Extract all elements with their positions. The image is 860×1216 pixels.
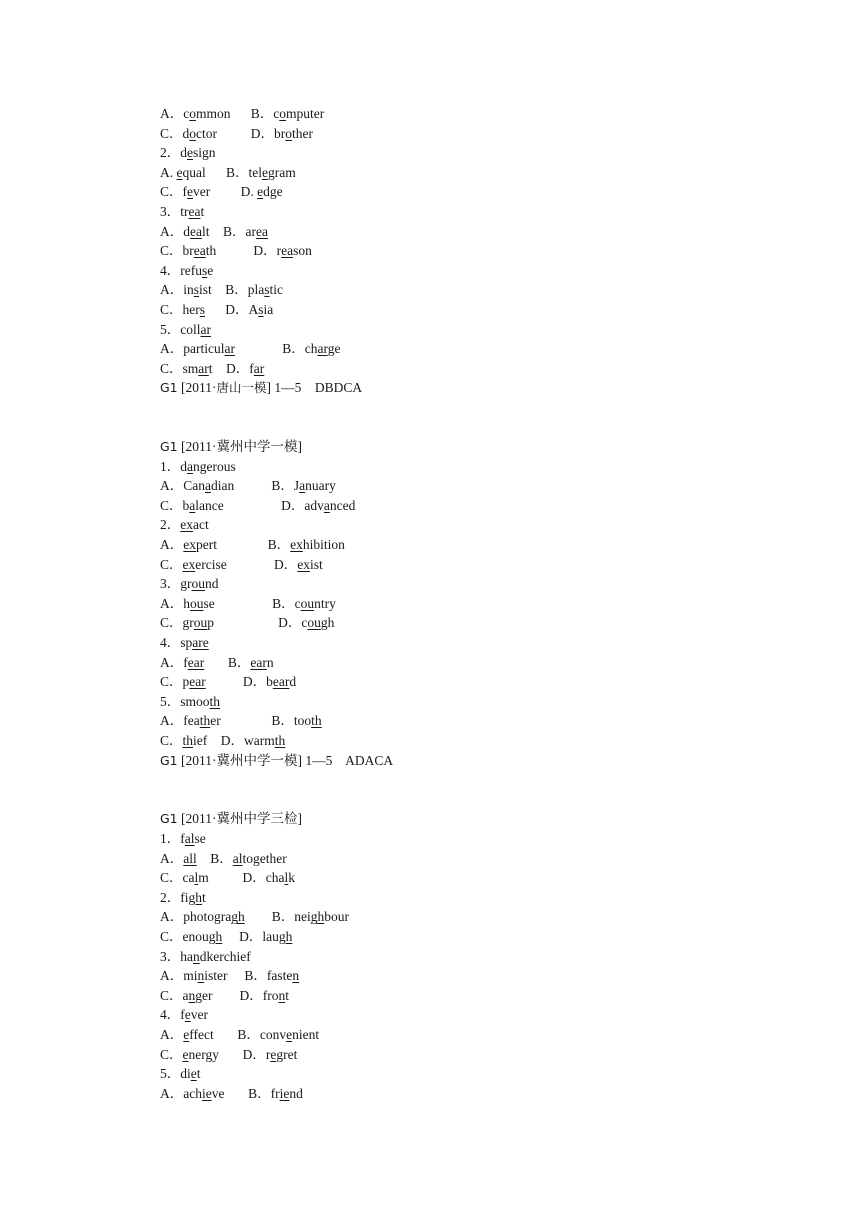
text-run: A． <box>160 850 184 866</box>
underlined-letters: o <box>285 125 293 141</box>
text-run: 3．gr <box>160 576 192 592</box>
underlined-letters: th <box>199 713 211 729</box>
text-run: 5．coll <box>160 321 201 337</box>
underlined-letters: ou <box>300 595 315 611</box>
text-run: 4．f <box>160 1007 185 1023</box>
text-line <box>160 437 760 457</box>
underlined-letters: ex <box>182 556 196 572</box>
text-line <box>160 124 760 144</box>
text-line <box>160 809 760 829</box>
document-body <box>160 104 760 1103</box>
text-line <box>160 594 760 614</box>
text-run: A．fea <box>160 713 200 729</box>
underlined-letters: o <box>279 106 287 121</box>
text-run: A． <box>160 537 184 553</box>
text-line <box>160 300 760 320</box>
text-line <box>160 692 760 712</box>
underlined-letters: ear <box>272 674 290 690</box>
text-run: A．f <box>160 654 188 670</box>
spacer <box>234 478 271 493</box>
spacer <box>231 106 251 121</box>
text-line <box>160 280 760 300</box>
text-run: 1．d <box>160 458 187 474</box>
spacer <box>217 537 268 552</box>
text-run: C．d <box>160 125 190 141</box>
text-run: er <box>210 713 221 729</box>
text-run: C．p <box>160 674 190 690</box>
text-line <box>160 829 760 849</box>
underlined-letters: l <box>284 870 289 886</box>
underlined-letters: ear <box>187 654 205 670</box>
text-line <box>160 947 760 967</box>
text-run: ercise <box>195 556 227 572</box>
text-run: C．f <box>160 184 187 200</box>
underlined-letters: ou <box>191 576 205 592</box>
text-line <box>160 535 760 555</box>
text-run: n <box>266 654 274 670</box>
underlined-letters: ea <box>256 223 268 239</box>
spacer <box>214 1027 238 1042</box>
text-run: D．r <box>253 243 282 259</box>
text-run: qual <box>182 164 206 180</box>
spacer <box>212 282 226 297</box>
text-run: D．b <box>242 674 273 690</box>
text-run: B． <box>210 850 233 866</box>
text-run: ngerous <box>193 458 236 474</box>
section-gap <box>160 398 760 418</box>
text-run: D．f <box>226 360 254 376</box>
text-run: C．ca <box>160 870 195 886</box>
underlined-letters: gh <box>310 909 325 925</box>
underlined-letters: a <box>189 497 196 513</box>
underlined-letters: ear <box>250 654 267 670</box>
text-run: A．photogra <box>160 909 232 925</box>
underlined-letters: th <box>209 693 221 709</box>
text-run: se <box>203 595 215 611</box>
text-run: D． <box>274 556 298 572</box>
underlined-letters: s <box>201 262 208 278</box>
spacer <box>215 596 272 611</box>
text-line <box>160 574 760 594</box>
text-line <box>160 104 760 124</box>
spacer <box>206 674 243 689</box>
text-line <box>160 1005 760 1025</box>
spacer <box>227 557 274 572</box>
text-run: C．gr <box>160 615 194 631</box>
underlined-letters: ar <box>253 360 265 376</box>
text-run: G1 <box>160 811 178 827</box>
section-gap <box>160 790 760 810</box>
text-run: k <box>288 870 296 886</box>
text-run: 3．tr <box>160 203 189 219</box>
text-run: D．c <box>278 615 308 631</box>
text-run: ] 1—5 DBDCA <box>266 380 363 396</box>
text-run: B．J <box>271 478 300 494</box>
text-run: G1 <box>160 752 178 768</box>
text-run: D．warm <box>220 733 275 748</box>
spacer <box>209 870 243 885</box>
underlined-letters: ea <box>281 243 294 259</box>
text-line <box>160 222 760 242</box>
text-line <box>160 1025 760 1045</box>
text-run: 2．d <box>160 145 187 161</box>
text-run: t <box>285 987 290 1003</box>
text-run: gram <box>268 164 296 180</box>
text-run: C．her <box>160 301 200 317</box>
text-run: D．fro <box>239 987 279 1003</box>
underlined-letters: l <box>194 870 199 886</box>
text-run: ctor <box>196 125 218 141</box>
text-run: together <box>242 850 287 866</box>
text-run: C．enou <box>160 928 209 944</box>
text-line <box>160 613 760 633</box>
text-line <box>160 476 760 496</box>
text-run: son <box>293 243 312 259</box>
text-run: ief <box>193 733 208 748</box>
spacer <box>205 302 225 317</box>
spacer <box>197 851 211 866</box>
text-run: dge <box>263 184 283 200</box>
text-run: B．c <box>250 106 280 121</box>
text-run: ve <box>211 1085 225 1101</box>
underlined-letters: n <box>188 987 196 1003</box>
text-run: gh <box>320 615 335 631</box>
text-line <box>160 1084 760 1104</box>
underlined-letters: e <box>270 1046 277 1062</box>
text-run: 4．sp <box>160 635 193 651</box>
underlined-letters: ou <box>307 615 321 631</box>
underlined-letters: gh <box>188 889 202 905</box>
text-line <box>160 927 760 947</box>
text-run: t <box>202 889 206 905</box>
underlined-letters: a <box>205 478 211 494</box>
text-run: C．b <box>160 497 190 513</box>
underlined-letters: e <box>182 1046 189 1062</box>
text-run: lance <box>195 497 224 513</box>
text-run: ge <box>327 341 341 357</box>
text-run: nced <box>329 497 356 513</box>
text-run: m <box>198 870 209 886</box>
text-line <box>160 515 760 535</box>
underlined-letters: e <box>286 1026 293 1042</box>
text-run: D. <box>240 184 258 200</box>
text-run: lt <box>201 223 210 239</box>
underlined-letters: ex <box>183 537 196 553</box>
underlined-letters: ear <box>189 674 206 690</box>
spacer <box>207 733 221 748</box>
underlined-letters: e <box>262 164 268 180</box>
underlined-letters: al <box>232 850 243 866</box>
text-line <box>160 966 760 986</box>
underlined-letters: s <box>193 282 200 298</box>
underlined-letters: e <box>184 1007 191 1023</box>
text-run: ntry <box>314 595 336 611</box>
text-run: B．pla <box>225 282 265 298</box>
spacer <box>217 126 251 141</box>
text-line <box>160 653 760 673</box>
text-run: 唐山一模 <box>216 380 267 396</box>
underlined-letters: s <box>258 301 264 317</box>
underlined-letters: all <box>183 850 197 866</box>
underlined-letters: e <box>183 1026 190 1042</box>
spacer <box>224 498 281 513</box>
spacer <box>221 713 272 728</box>
text-line <box>160 378 760 398</box>
text-line <box>160 241 760 261</box>
underlined-letters: ie <box>201 1085 212 1101</box>
text-run: pert <box>196 537 217 553</box>
text-run: 4．refu <box>160 262 202 278</box>
text-line <box>160 868 760 888</box>
question-section <box>160 809 760 1103</box>
underlined-letters: o <box>189 106 196 121</box>
underlined-letters: th <box>182 733 194 748</box>
text-run: nd <box>205 576 219 592</box>
text-line <box>160 711 760 731</box>
text-run: th <box>205 243 217 259</box>
text-run: 2． <box>160 517 181 533</box>
spacer <box>214 615 278 630</box>
section-gap <box>160 770 760 790</box>
text-run: A．c <box>160 106 190 121</box>
text-run: B．too <box>271 713 312 729</box>
underlined-letters: n <box>197 968 205 984</box>
underlined-letters: ou <box>193 615 208 631</box>
question-section <box>160 104 760 398</box>
text-run: A. <box>160 164 177 180</box>
underlined-letters: a <box>187 458 193 474</box>
text-run: sign <box>193 145 216 161</box>
text-run: A．ach <box>160 1085 202 1101</box>
underlined-letters: ar <box>198 360 209 376</box>
text-run: gret <box>276 1046 298 1062</box>
text-run: B．nei <box>271 909 311 925</box>
text-run: ist <box>310 556 323 572</box>
text-line <box>160 672 760 692</box>
text-run: ver <box>193 184 211 200</box>
text-run: A．d <box>160 223 190 239</box>
underlined-letters: ea <box>188 203 201 219</box>
underlined-letters: ex <box>290 537 303 553</box>
text-run: C．sm <box>160 360 199 376</box>
spacer <box>213 988 240 1003</box>
text-run: [2011· <box>177 380 217 396</box>
underlined-letters: e <box>257 184 264 200</box>
text-run: dian <box>211 478 235 494</box>
text-run: C． <box>160 556 183 572</box>
text-line <box>160 339 760 359</box>
text-run: B．tel <box>226 164 262 180</box>
text-run: 5．smoo <box>160 693 210 709</box>
spacer <box>216 243 253 258</box>
underlined-letters: a <box>323 497 330 513</box>
text-run: [2011·冀州中学一模] 1—5 ADACA <box>177 752 394 768</box>
text-run: tic <box>269 282 284 298</box>
text-run: e <box>207 262 214 278</box>
text-line <box>160 633 760 653</box>
spacer <box>222 929 239 944</box>
text-run: mmon <box>196 106 231 121</box>
text-line <box>160 986 760 1006</box>
text-run: A．in <box>160 282 194 298</box>
text-run: mputer <box>286 106 325 121</box>
text-run: D．adv <box>281 497 324 513</box>
underlined-letters: s <box>199 301 206 317</box>
underlined-letters: are <box>192 635 209 651</box>
text-run: [2011·冀州中学一模] <box>177 439 303 455</box>
text-line <box>160 320 760 340</box>
text-run: A．mi <box>160 968 198 984</box>
underlined-letters: gh <box>231 909 245 925</box>
text-run: B．ch <box>282 341 318 357</box>
text-run: 1．f <box>160 830 185 846</box>
text-line <box>160 1045 760 1065</box>
text-run: D．br <box>250 125 286 141</box>
text-line <box>160 359 760 379</box>
text-run: hibition <box>302 537 345 553</box>
underlined-letters: ie <box>279 1085 290 1101</box>
text-run: D．r <box>242 1046 271 1062</box>
underlined-letters: e <box>187 145 193 161</box>
text-line <box>160 849 760 869</box>
underlined-letters: n <box>278 987 286 1003</box>
underlined-letters: gh <box>208 928 223 944</box>
text-run: B．c <box>272 595 301 611</box>
spacer <box>228 968 245 983</box>
text-line <box>160 163 760 183</box>
underlined-letters: n <box>292 968 300 984</box>
text-line <box>160 555 760 575</box>
text-run: t <box>196 1066 201 1082</box>
text-run: ther <box>292 125 314 141</box>
text-run: B．faste <box>244 968 293 984</box>
text-run: nuary <box>305 478 336 494</box>
text-run: nient <box>292 1026 320 1042</box>
text-line <box>160 143 760 163</box>
text-run: B．fr <box>248 1085 280 1101</box>
text-run: C．br <box>160 243 194 259</box>
spacer <box>219 1047 243 1062</box>
text-run: se <box>194 830 206 846</box>
underlined-letters: ou <box>190 595 204 611</box>
spacer <box>235 341 282 356</box>
text-line <box>160 261 760 281</box>
spacer <box>213 361 227 376</box>
underlined-letters: e <box>176 164 183 180</box>
text-line <box>160 907 760 927</box>
spacer <box>210 224 224 239</box>
text-line <box>160 182 760 202</box>
underlined-letters: ea <box>193 243 206 259</box>
underlined-letters: ar <box>224 341 235 357</box>
text-run: t <box>200 203 205 219</box>
text-run: B．conv <box>237 1026 287 1042</box>
underlined-letters: al <box>184 830 195 846</box>
text-run: ger <box>195 987 213 1003</box>
text-run: A．Can <box>160 478 205 494</box>
text-run: C．a <box>160 987 189 1003</box>
underlined-letters: gh <box>278 928 293 944</box>
underlined-letters: ea <box>190 223 202 239</box>
text-run: ister <box>204 968 228 984</box>
text-run: 3．ha <box>160 948 193 964</box>
text-run: A．particul <box>160 341 225 357</box>
underlined-letters: e <box>187 184 193 200</box>
text-run: G1 <box>160 439 178 455</box>
underlined-letters: o <box>189 125 197 141</box>
text-line <box>160 751 760 771</box>
text-run: 2．fi <box>160 889 189 905</box>
text-run: D．lau <box>239 928 279 944</box>
underlined-letters: n <box>193 948 200 964</box>
text-run: 5．di <box>160 1066 191 1082</box>
text-run: ffect <box>189 1026 214 1042</box>
text-run: nergy <box>188 1046 220 1062</box>
text-line <box>160 496 760 516</box>
text-run: [2011·冀州中学三检] <box>177 811 303 827</box>
text-run: A． <box>160 1026 184 1042</box>
spacer <box>224 1086 248 1101</box>
text-run: nd <box>289 1085 303 1101</box>
underlined-letters: th <box>311 713 322 729</box>
spacer <box>210 184 240 199</box>
text-run: ist <box>199 282 212 298</box>
text-run: B．ar <box>223 223 256 239</box>
text-line <box>160 731 760 751</box>
text-run: D．cha <box>242 870 285 886</box>
underlined-letters: ar <box>200 321 211 337</box>
text-run: act <box>193 517 209 533</box>
text-run: B． <box>227 654 251 670</box>
underlined-letters: e <box>190 1066 197 1082</box>
underlined-letters: th <box>274 733 286 748</box>
underlined-letters: ex <box>180 517 193 533</box>
underlined-letters: a <box>299 478 306 494</box>
text-run: D．A <box>225 301 259 317</box>
text-run: p <box>207 615 214 631</box>
text-run: A．h <box>160 595 190 611</box>
text-run: ia <box>263 301 274 317</box>
text-line <box>160 457 760 477</box>
text-run: d <box>289 674 297 690</box>
text-run: G1 <box>160 380 178 396</box>
question-section <box>160 437 760 770</box>
text-run: C． <box>160 733 183 748</box>
text-run: C． <box>160 1046 183 1062</box>
text-run: ver <box>190 1007 208 1023</box>
section-gap <box>160 418 760 438</box>
text-line <box>160 202 760 222</box>
spacer <box>206 165 226 180</box>
text-line <box>160 1064 760 1084</box>
spacer <box>204 655 228 670</box>
text-run: B． <box>267 537 291 553</box>
spacer <box>245 909 272 924</box>
underlined-letters: ar <box>317 341 328 357</box>
text-run: bour <box>324 909 349 925</box>
underlined-letters: s <box>264 282 270 298</box>
text-line <box>160 888 760 908</box>
text-run: dkerchief <box>199 948 251 964</box>
underlined-letters: ex <box>297 556 310 572</box>
text-run: t <box>208 360 213 376</box>
